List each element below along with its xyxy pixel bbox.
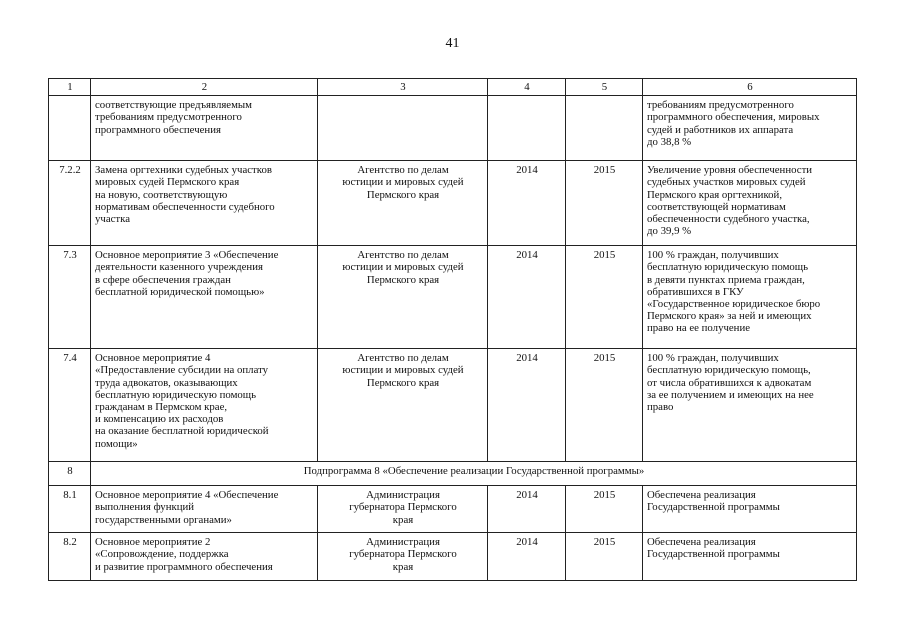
executor: Агентство по делам юстиции и мировых судей Пермского края: [318, 246, 488, 349]
row-number: 7.3: [49, 246, 91, 349]
column-header: 2: [91, 79, 318, 96]
program-table: [48, 78, 857, 581]
end-year: 2015: [566, 349, 643, 462]
table-row: [49, 246, 857, 349]
activity-name: Основное мероприятие 2 «Сопровождение, поддержка и развитие программного обеспечения: [91, 533, 318, 581]
column-header: 3: [318, 79, 488, 96]
executor: Агентство по делам юстиции и мировых судей Пермского края: [318, 349, 488, 462]
start-year: 2014: [488, 161, 566, 246]
table-row: [49, 349, 857, 462]
activity-name: Основное мероприятие 3 «Обеспечение деятельности казенного учреждения в сфере обеспечения граждан бесплатной юридической помощью»: [91, 246, 318, 349]
row-number: [49, 96, 91, 161]
page-number: 41: [445, 36, 460, 51]
activity-name: Замена оргтехники судебных участков мировых судей Пермского края на новую, соответствующую нормативам обеспеченности судебного участка: [91, 161, 318, 246]
subprogram-row: [49, 462, 857, 486]
column-header: 5: [566, 79, 643, 96]
column-header: 6: [643, 79, 857, 96]
table-row: [49, 96, 857, 161]
activity-name: соответствующие предъявляемым требованиям предусмотренного программного обеспечения: [91, 96, 318, 161]
end-year: 2015: [566, 486, 643, 533]
start-year: [488, 96, 566, 161]
subprogram-title: Подпрограмма 8 «Обеспечение реализации Государственной программы»: [91, 462, 857, 486]
end-year: [566, 96, 643, 161]
row-number: 8.2: [49, 533, 91, 581]
start-year: 2014: [488, 246, 566, 349]
expected-result: Обеспечена реализация Государственной программы: [643, 533, 857, 581]
end-year: 2015: [566, 246, 643, 349]
executor: Администрация губернатора Пермского края: [318, 486, 488, 533]
expected-result: 100 % граждан, получивших бесплатную юридическую помощь в девяти пунктах приема граждан, обратившихся в ГКУ «Государственное юридическое бюро Пермского края» за ней и имеющих право на ее получение: [643, 246, 857, 349]
expected-result: требованиям предусмотренного программного обеспечения, мировых судей и работников их аппарата до 38,8 %: [643, 96, 857, 161]
start-year: 2014: [488, 533, 566, 581]
row-number: 8.1: [49, 486, 91, 533]
activity-name: Основное мероприятие 4 «Предоставление субсидии на оплату труда адвокатов, оказывающих бесплатную юридическую помощь гражданам в Пермском крае, и компенсацию их расходов на оказание бесплатной юридической помощи»: [91, 349, 318, 462]
activity-name: Основное мероприятие 4 «Обеспечение выполнения функций государственными органами»: [91, 486, 318, 533]
table-row: [49, 533, 857, 581]
subprogram-number: 8: [49, 462, 91, 486]
table-header-row: [49, 79, 857, 96]
executor: [318, 96, 488, 161]
column-header: 1: [49, 79, 91, 96]
column-header: 4: [488, 79, 566, 96]
expected-result: 100 % граждан, получивших бесплатную юридическую помощь, от числа обратившихся к адвокатам за ее получением и имеющих на нее право: [643, 349, 857, 462]
expected-result: Увеличение уровня обеспеченности судебных участков мировых судей Пермского края оргтехникой, соответствующей нормативам обеспеченности судебного участка, до 39,9 %: [643, 161, 857, 246]
start-year: 2014: [488, 486, 566, 533]
row-number: 7.4: [49, 349, 91, 462]
table-row: [49, 161, 857, 246]
executor: Агентство по делам юстиции и мировых судей Пермского края: [318, 161, 488, 246]
row-number: 7.2.2: [49, 161, 91, 246]
executor: Администрация губернатора Пермского края: [318, 533, 488, 581]
expected-result: Обеспечена реализация Государственной программы: [643, 486, 857, 533]
end-year: 2015: [566, 533, 643, 581]
end-year: 2015: [566, 161, 643, 246]
table-row: [49, 486, 857, 533]
start-year: 2014: [488, 349, 566, 462]
